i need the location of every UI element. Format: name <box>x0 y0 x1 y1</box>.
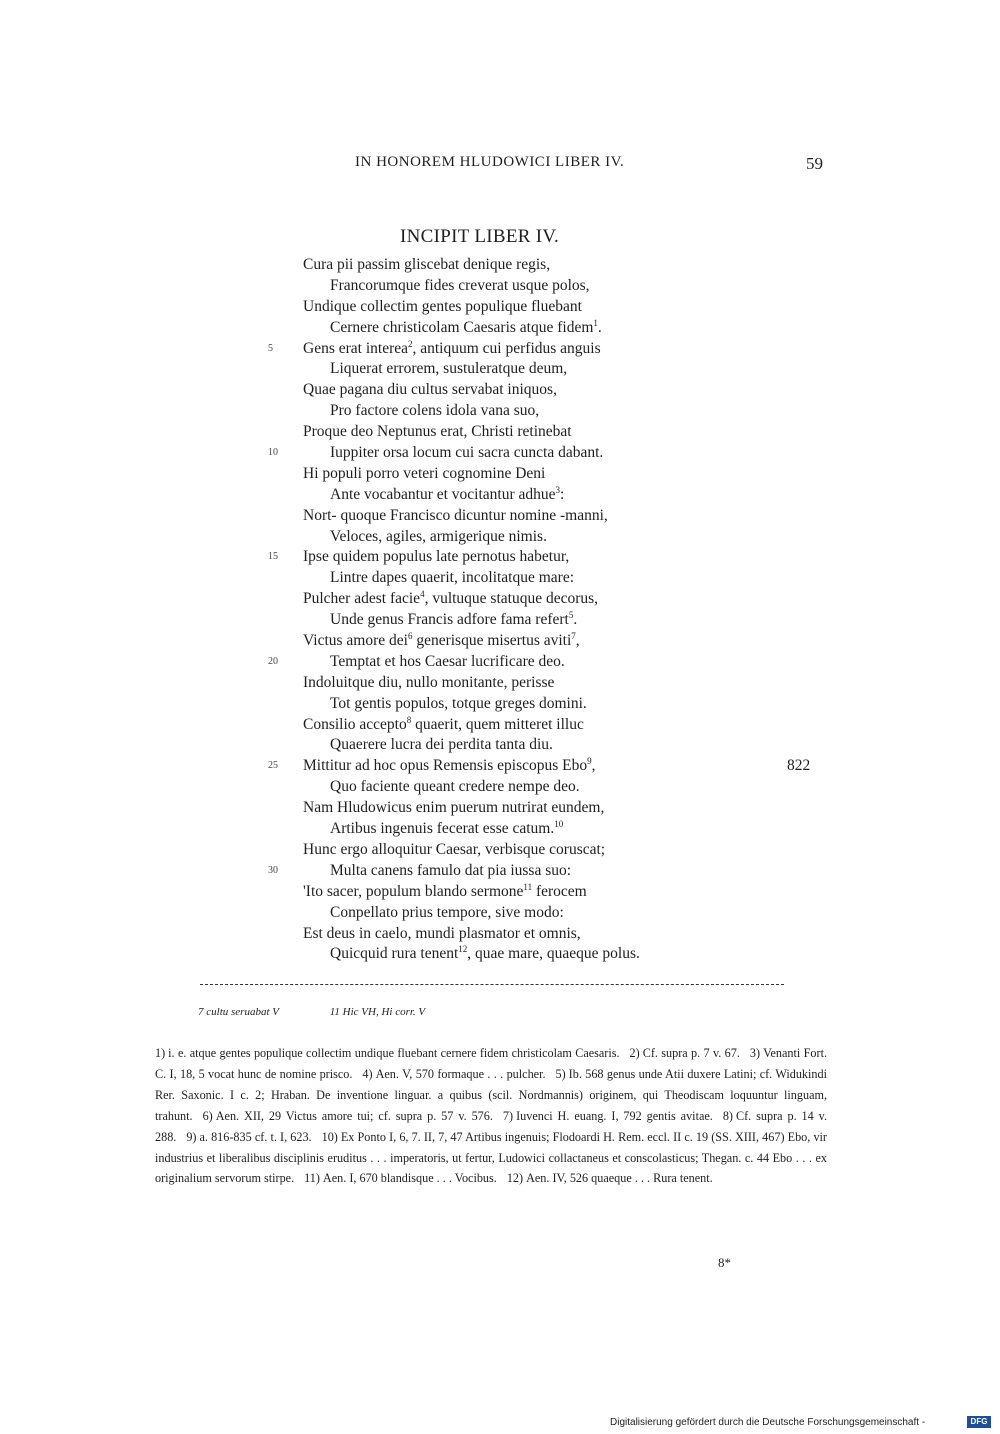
verse-line <box>0 944 1000 965</box>
footnote-number: 5) <box>555 1066 566 1081</box>
verse-words: Quaerere lucra dei perdita tanta diu. <box>330 736 553 754</box>
verse-text <box>303 798 604 819</box>
footnote-text: i. e. atque gentes populique collectim undique fluebant cernere fidem christicolam Caesaris. <box>168 1046 620 1060</box>
line-number: 15 <box>268 551 278 563</box>
verse-line <box>0 276 1000 297</box>
footnote <box>362 1067 545 1081</box>
footnote-number: 2) <box>629 1046 640 1060</box>
verse-text <box>330 401 539 422</box>
verse-text <box>330 735 553 756</box>
footnote-number: 11) <box>304 1171 320 1186</box>
verse-words: Multa canens famulo dat pia iussa suo: <box>330 861 572 879</box>
verse-ending: , quae mare, quaeque polus. <box>467 945 640 963</box>
verse-words: Cernere christicolam Caesaris atque fidem <box>330 318 594 336</box>
verse-line <box>0 547 1000 568</box>
verse-line <box>0 380 1000 401</box>
verse-line <box>0 568 1000 589</box>
variant-reading: 7 cultu seruabat V <box>198 1006 279 1018</box>
footnote-number: 6) <box>202 1108 213 1123</box>
footnote-ref: 6 <box>407 631 413 642</box>
verse-text <box>330 359 567 380</box>
verse-line <box>0 673 1000 694</box>
footnote-text: Cf. supra p. 7 v. 67. <box>642 1046 740 1060</box>
footnote-number: 12) <box>506 1171 524 1186</box>
verse-text <box>303 339 601 360</box>
footnote-text: Ib. 568 genus unde Atii duxere Latini; cf. Widukindi Rer. Saxonic. I c. 2; Hraban. De inventione linguar. a quibus (scil. Nordmannis) originem, qui Theodiscam loquuntur linguam, trahunt. <box>155 1066 827 1123</box>
verse-line <box>0 652 1000 673</box>
book-title: INCIPIT LIBER IV. <box>400 226 560 247</box>
footnotes <box>155 1043 827 1189</box>
verse-words: Est deus in caelo, mundi plasmator et omnis, <box>303 924 581 942</box>
footnote <box>304 1171 497 1185</box>
page-number: 59 <box>806 154 823 173</box>
footnote-number: 9) <box>186 1129 197 1144</box>
verse-ending: : <box>560 485 565 503</box>
footnote-ref: 3 <box>555 484 561 495</box>
verse-text <box>330 443 603 464</box>
line-number: 5 <box>268 342 273 354</box>
verse-text <box>330 819 563 840</box>
verse-line <box>0 798 1000 819</box>
verse-text <box>330 694 587 715</box>
verse-line <box>0 924 1000 945</box>
line-number: 25 <box>268 760 278 772</box>
verse-line <box>0 756 1000 777</box>
verse-line <box>0 861 1000 882</box>
footnote-ref: 10 <box>554 819 564 830</box>
verse-line <box>0 318 1000 339</box>
footnote-ref: 8 <box>406 714 412 725</box>
variant-readings <box>198 1006 473 1018</box>
running-title: IN HONOREM HLUDOWICI LIBER IV. <box>355 154 625 170</box>
footnote-ref: 7 <box>571 631 576 642</box>
footnote-ref: 2 <box>408 338 413 349</box>
dfg-logo: DFG <box>967 1416 991 1428</box>
verse-text <box>303 673 554 694</box>
verse-words: Ante vocabantur et vocitantur adhue <box>330 485 556 503</box>
verse-text <box>303 924 581 945</box>
verse-text <box>303 255 550 276</box>
verse-ending: ferocem <box>532 882 587 900</box>
verse-text <box>330 276 590 297</box>
verse-words: Victus amore dei <box>303 632 408 650</box>
verse-words: Quo faciente queant credere nempe deo. <box>330 778 580 796</box>
verse-text <box>330 652 565 673</box>
verse-words: Tot gentis populos, totque greges domini. <box>330 694 587 712</box>
footnote-ref: 1 <box>593 317 598 328</box>
footnote-ref: 4 <box>420 589 425 600</box>
footnote-text: Cf. supra p. 14 v. 288. <box>155 1108 827 1144</box>
verse-words: Mittitur ad hoc opus Remensis episcopus Ebo <box>303 757 588 775</box>
verse-line <box>0 359 1000 380</box>
verse-line <box>0 464 1000 485</box>
verse-line <box>0 715 1000 736</box>
footnote-ref: 5 <box>568 610 574 621</box>
footnote <box>203 1109 493 1123</box>
verse-line <box>0 506 1000 527</box>
footnote <box>630 1046 740 1060</box>
verse-words: Proque deo Neptunus erat, Christi retinebat <box>303 423 572 441</box>
verse-line <box>0 339 1000 360</box>
verse-words: Quae pagana diu cultus servabat iniquos, <box>303 381 557 399</box>
verse-line <box>0 882 1000 903</box>
footnote-number: 7) <box>502 1108 514 1123</box>
line-number: 20 <box>268 655 278 667</box>
footnote-text: Venanti Fort. C. I, 18, 5 vocat hunc de nomine prisco. <box>155 1046 828 1081</box>
verse-line <box>0 777 1000 798</box>
verse-ending: quaerit, quem mitteret illuc <box>411 715 584 733</box>
verse-line <box>0 610 1000 631</box>
verse-words: Pro factore colens idola vana suo, <box>330 402 540 420</box>
verse-words: Nort- quoque Francisco dicuntur nomine -manni, <box>303 506 608 524</box>
verse-text <box>330 861 571 882</box>
footnote-number: 8) <box>722 1108 733 1123</box>
verse-line <box>0 485 1000 506</box>
verse-text <box>303 882 587 903</box>
footnote-text: Ex Ponto I, 6, 7. II, 7, 47 Artibus ingenuis; Flodoardi H. Rem. eccl. II c. 19 (SS. XIII, 467) Ebo, vir industrius et liberalibus disciplinis eruditus . . . imperatoris, ut fertur, Ludowici collactaneus et conscolasticus; Thegan. c. 44 Ebo . . . ex originalium servorum stirpe. <box>155 1129 827 1186</box>
verse-line <box>0 631 1000 652</box>
verse-line <box>0 443 1000 464</box>
verse-text <box>303 840 605 861</box>
verse-text <box>330 777 580 798</box>
footnote-ref: 11 <box>523 881 533 892</box>
verse-words: Quicquid rura tenent <box>330 945 459 963</box>
footnote-text: Aen. I, 670 blandisque . . . Vocibus. <box>322 1171 497 1186</box>
verse-words: Ipse quidem populus late pernotus habetur, <box>303 548 570 566</box>
verse-line <box>0 735 1000 756</box>
digitization-credit: Digitalisierung gefördert durch die Deutsche Forschungsgemeinschaft - <box>610 1417 926 1428</box>
verse-line <box>0 694 1000 715</box>
margin-year: 822 <box>787 757 811 775</box>
apparatus-divider <box>200 984 784 985</box>
verse-text <box>303 589 598 610</box>
verse-words: Cura pii passim gliscebat denique regis, <box>303 256 551 273</box>
verse-text <box>330 318 602 339</box>
verse-words: Iuppiter orsa locum cui sacra cuncta dabant. <box>330 444 604 462</box>
verse-words: Liquerat errorem, sustuleratque deum, <box>330 360 568 378</box>
verse-text <box>303 547 569 568</box>
verse-words: Veloces, agiles, armigerique nimis. <box>330 527 547 545</box>
verse-words: Francorumque fides creverat usque polos, <box>330 276 590 294</box>
verse-text <box>303 297 582 318</box>
verse-line <box>0 297 1000 318</box>
verse-line <box>0 840 1000 861</box>
verse-text <box>303 464 545 485</box>
verse-words: Undique collectim gentes populique fluebant <box>303 297 582 315</box>
verse-line <box>0 422 1000 443</box>
sheet-signature: 8* <box>718 1255 731 1270</box>
verse-ending: , <box>591 757 596 775</box>
verse-text <box>330 568 574 589</box>
footnote-text: Aen. XII, 29 Victus amore tui; cf. supra p. 57 v. 576. <box>215 1108 493 1123</box>
verse-ending: . <box>597 318 602 336</box>
footnote <box>507 1171 713 1185</box>
footnote-text: Aen. V, 570 formaque . . . pulcher. <box>375 1066 546 1081</box>
footnote-text: Iuvenci H. euang. I, 792 gentis avitae. <box>516 1108 713 1123</box>
verse-text <box>330 944 640 965</box>
verse-line <box>0 819 1000 840</box>
verse-text <box>330 903 564 924</box>
footnote-number: 4) <box>362 1066 373 1081</box>
variant-reading: 11 Hic VH, Hi corr. V <box>329 1006 426 1018</box>
verse-line <box>0 255 1000 276</box>
verse-words: Conpellato prius tempore, sive modo: <box>330 903 564 921</box>
footnote <box>186 1130 311 1144</box>
verse-words: Hi populi porro veteri cognomine Deni <box>303 464 546 482</box>
footnote-text: a. 816-835 cf. t. I, 623. <box>199 1129 312 1144</box>
verse-words: Nam Hludowicus enim puerum nutrirat eundem, <box>303 799 605 817</box>
verse-line <box>0 903 1000 924</box>
verse-words: Gens erat interea <box>303 339 408 357</box>
verse-text <box>330 610 577 631</box>
verse-words: Unde genus Francis adfore fama refert <box>330 611 569 629</box>
verse-text <box>330 485 564 506</box>
footnote <box>503 1109 713 1123</box>
verse-words: Lintre dapes quaerit, incolitatque mare: <box>330 569 575 587</box>
verse-line <box>0 527 1000 548</box>
verse-ending: , vultuque statuque decorus, <box>424 590 599 608</box>
poem <box>0 255 1000 965</box>
verse-words: 'Ito sacer, populum blando sermone <box>303 882 524 900</box>
footnote-text: Aen. IV, 526 quaeque . . . Rura tenent. <box>526 1171 713 1186</box>
verse-line <box>0 401 1000 422</box>
verse-ending: , antiquum cui perfidus anguis <box>412 339 601 357</box>
footnote-number: 10) <box>321 1129 338 1144</box>
verse-text <box>303 631 580 652</box>
verse-text <box>303 756 596 777</box>
verse-text <box>303 506 608 527</box>
footnote-ref: 12 <box>458 944 468 955</box>
verse-line <box>0 589 1000 610</box>
line-number: 30 <box>268 864 278 876</box>
footnote-ref: 9 <box>587 756 592 767</box>
verse-words: Indoluitque diu, nullo monitante, perisse <box>303 673 555 691</box>
footnote-number: 1) <box>155 1046 166 1060</box>
verse-words: Hunc ergo alloquitur Caesar, verbisque coruscat; <box>303 840 606 858</box>
verse-text <box>303 715 584 736</box>
verse-words: Pulcher adest facie <box>303 590 421 608</box>
verse-text <box>330 527 547 548</box>
footnote <box>155 1046 620 1060</box>
verse-words: Consilio accepto <box>303 715 407 733</box>
verse-text <box>303 422 572 443</box>
line-number: 10 <box>268 447 278 459</box>
verse-ending: , <box>575 632 580 650</box>
verse-text <box>303 380 557 401</box>
verse-words: Artibus ingenuis fecerat esse catum. <box>330 820 555 838</box>
footnote-number: 3) <box>749 1046 761 1060</box>
verse-words: Temptat et hos Caesar lucrificare deo. <box>330 652 565 670</box>
verse-ending: generisque misertus aviti <box>412 632 572 650</box>
verse-ending: . <box>573 611 578 629</box>
